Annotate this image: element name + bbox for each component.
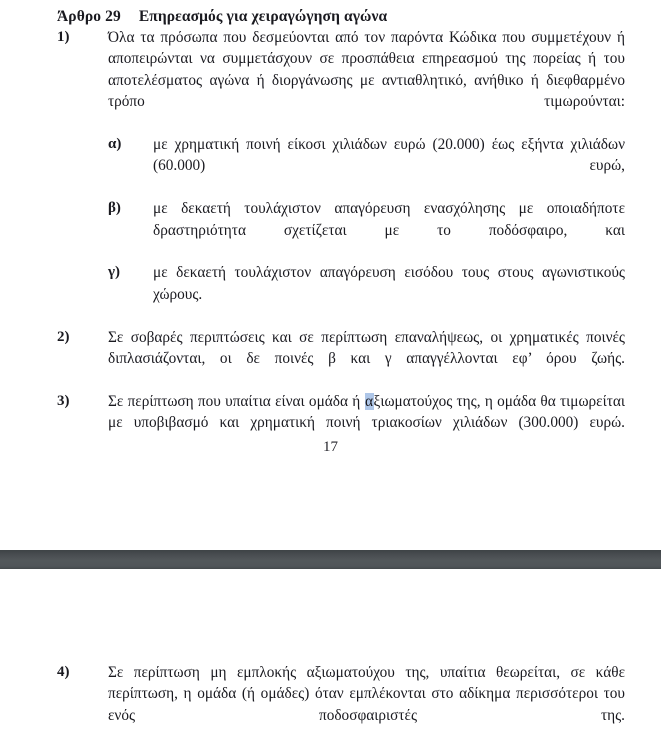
- list-item: [57, 27, 625, 134]
- list-item-marker: 1): [57, 29, 70, 45]
- list-item-marker: 4): [57, 664, 70, 680]
- sublist-item-text: με δεκαετή τουλάχιστον απαγόρευση εισόδου τους στους αγωνιστικούς χώρους.: [153, 264, 625, 303]
- sublist-item: [108, 262, 625, 326]
- article-heading: [57, 6, 625, 27]
- selected-text-highlight[interactable]: α: [365, 392, 374, 410]
- page-18-content: [57, 662, 625, 748]
- text-before-selection: Σε περίπτωση που υπαίτια είναι ομάδα ή: [108, 392, 365, 410]
- article-number: Άρθρο 29: [57, 8, 121, 25]
- article-title: Επηρεασμός για χειραγώγηση αγώνα: [138, 8, 388, 25]
- sublist-item: [108, 198, 625, 262]
- list-item-text: Σε σοβαρές περιπτώσεις και σε περίπτωση επαναλήψεως, οι χρηματικές ποινές διπλασιάζονται, οι δε ποινές β και γ απαγγέλλονται εφ’ όρου ζωής.: [108, 328, 625, 368]
- sublist-item: [108, 134, 625, 198]
- sublist-item-marker: α): [108, 136, 122, 153]
- list-item-text: Όλα τα πρόσωπα που δεσμεύονται από τον παρόντα Κώδικα που συμμετέχουν ή αποπειρώνται να συμμετάσχουν σε προσπάθεια επηρεασμού της πορείας ή του αποτελέσματος αγώνα ή διοργάνωσης με αντιαθλητικό, ανήθικο ή διεφθαρμένο τρόπο τιμωρούνται:: [108, 29, 625, 111]
- list-item-text: Σε περίπτωση μη εμπλοκής αξιωματούχου της, υπαίτια θεωρείται, σε κάθε περίπτωση, η ομάδα (ή ομάδες) όταν εμπλέκονται στο αδίκημα περισσότεροι του ενός ποδοσφαιριστές της.: [108, 664, 625, 724]
- page-17-content: [57, 6, 625, 455]
- sublist-item-marker: β): [108, 200, 121, 217]
- sublist-item-text: με δεκαετή τουλάχιστον απαγόρευση ενασχόλησης με οποιαδήποτε δραστηριότητα σχετίζεται με το ποδόσφαιρο, και: [153, 200, 625, 239]
- list-item-marker: 2): [57, 328, 70, 345]
- text-after-selection: ξιωματούχος της, η ομάδα θα τιμωρείται με υποβιβασμό και χρηματική ποινή τριακοσίων χιλιάδων (300.000) ευρώ.: [108, 392, 625, 432]
- list-item-marker: 3): [57, 392, 70, 409]
- list-item: [57, 327, 625, 391]
- lettered-sublist: [108, 134, 625, 327]
- sublist-item-marker: γ): [108, 264, 121, 281]
- list-item: [57, 662, 625, 748]
- sublist-item-text: με χρηματική ποινή είκοσι χιλιάδων ευρώ (20.000) έως εξήντα χιλιάδων (60.000) ευρώ,: [153, 136, 625, 175]
- document-page-18: [0, 569, 661, 751]
- page-separator: [0, 550, 661, 569]
- page-number: 17: [323, 439, 338, 455]
